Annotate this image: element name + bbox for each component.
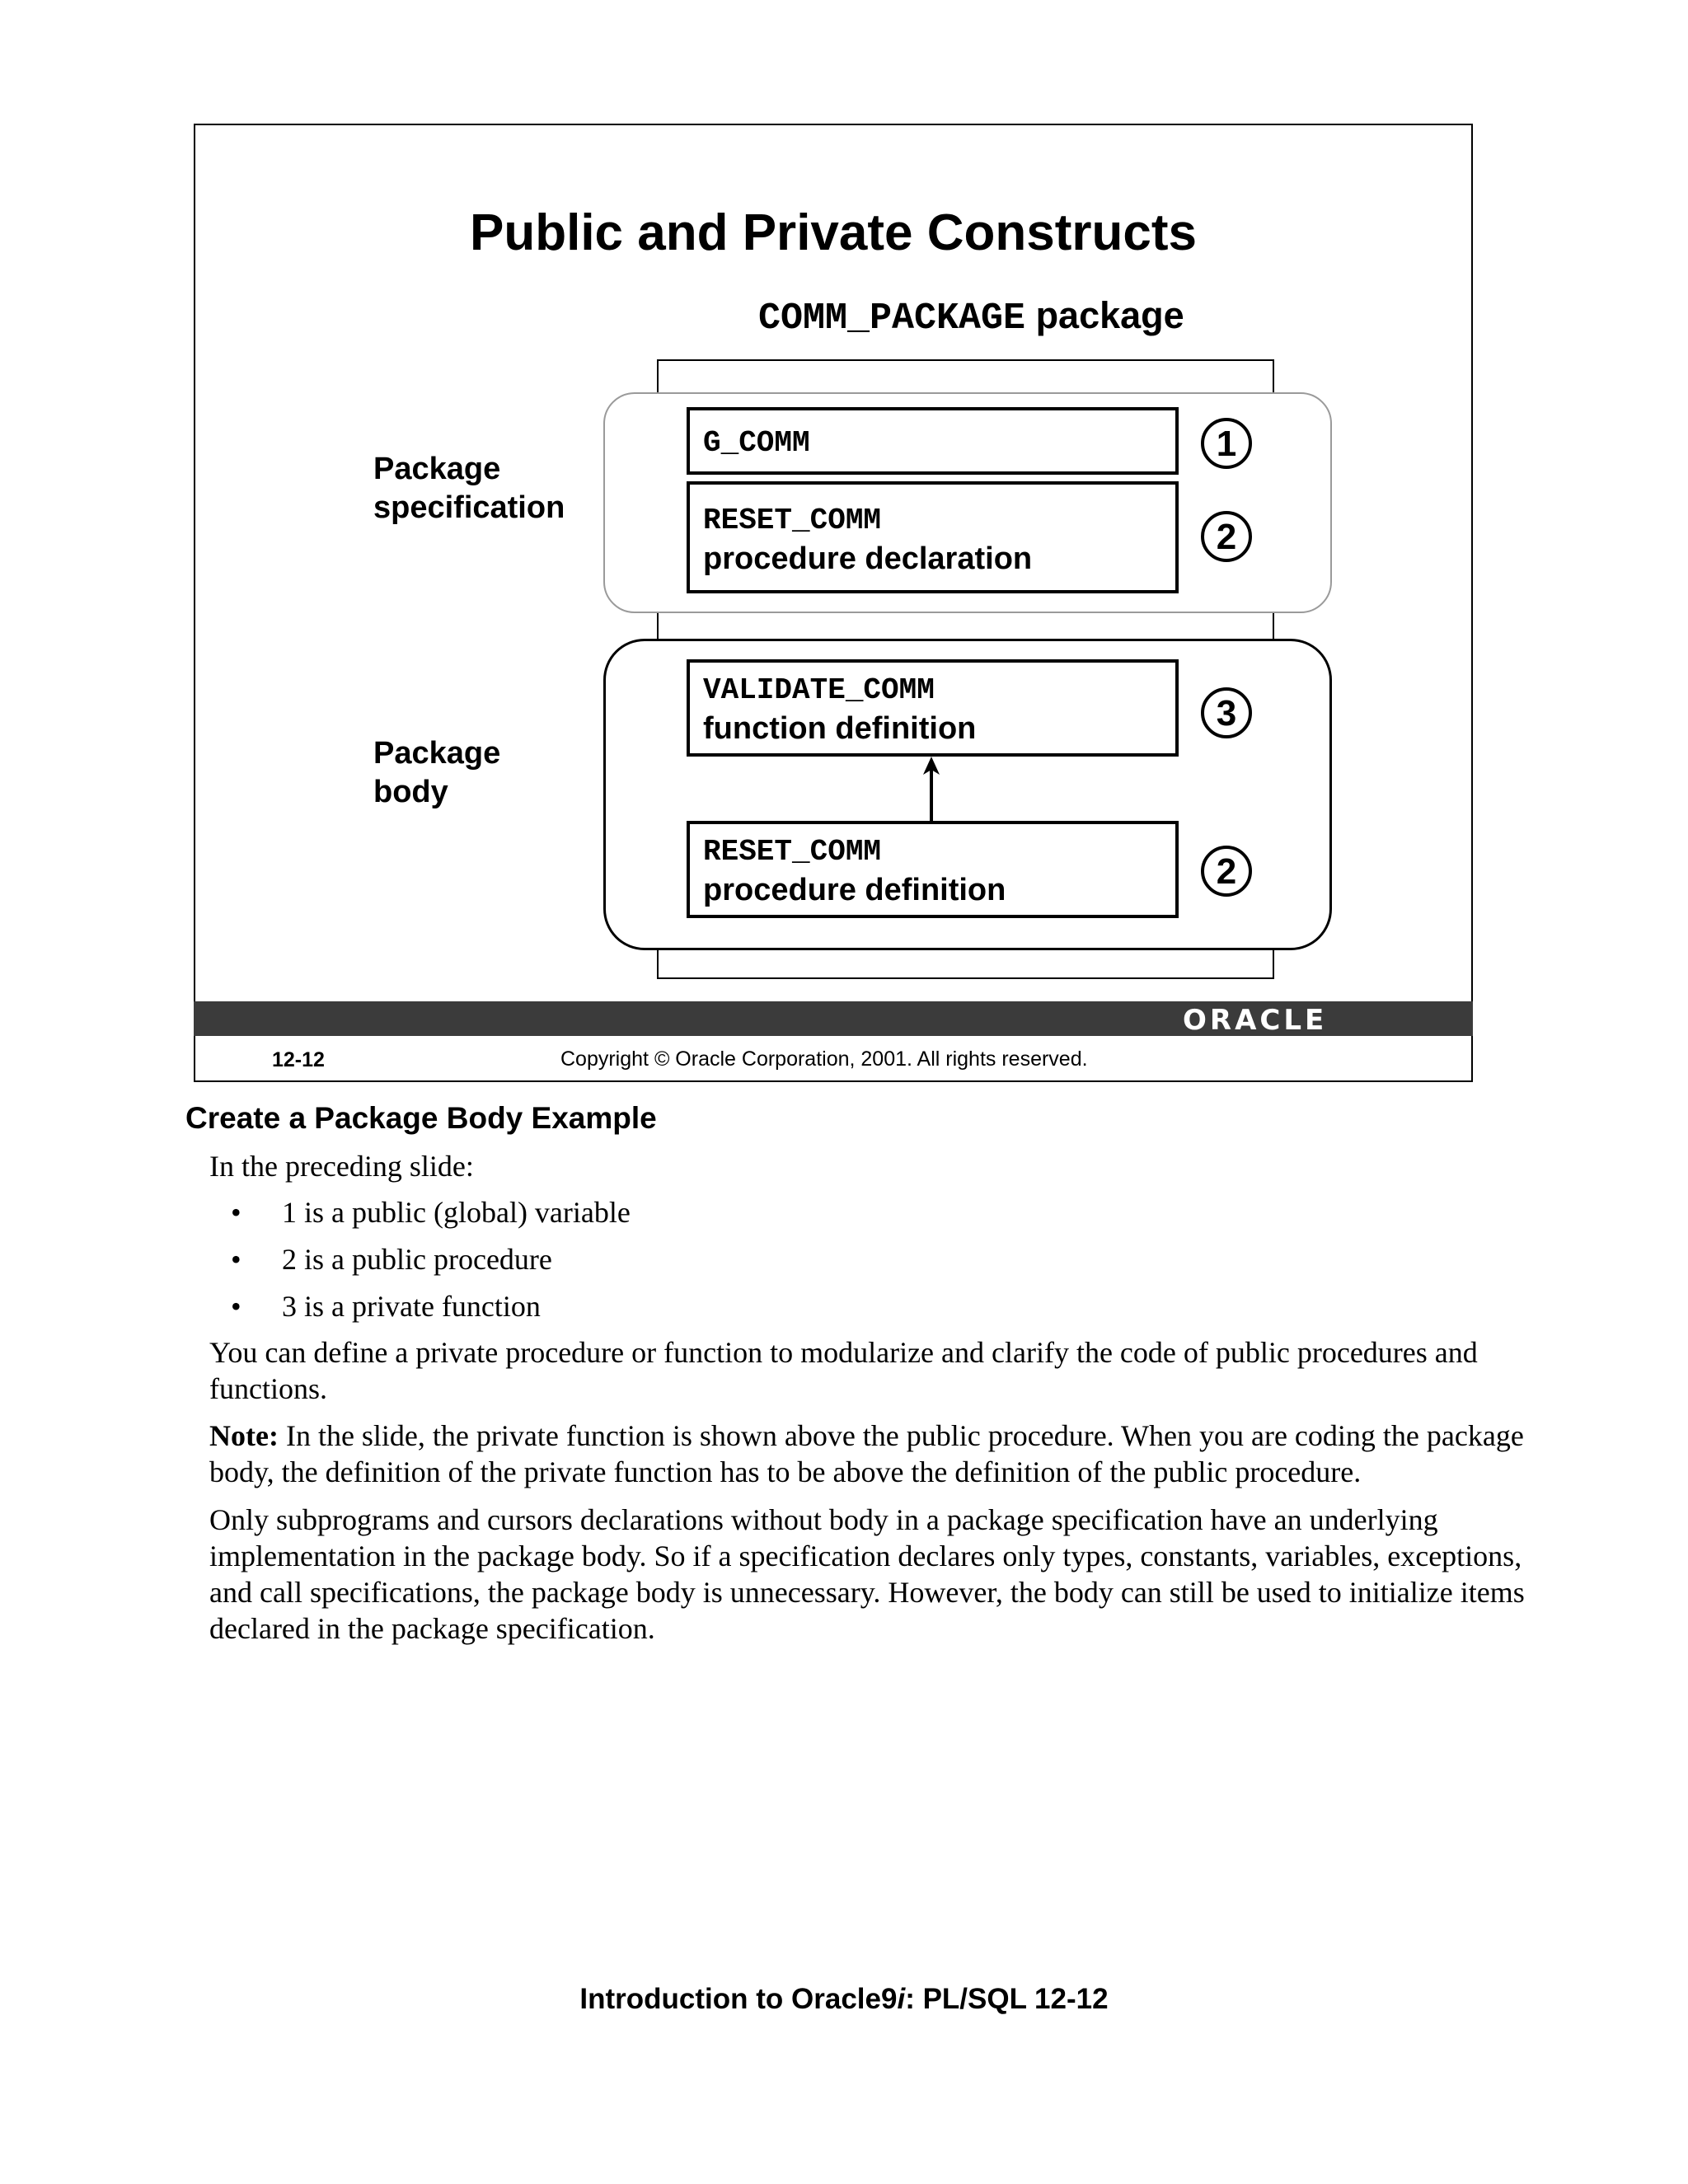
paragraph-package-body: Only subprograms and cursors declarations without body in a package specification have an underlying implementation in the package body. So if a specification declares only types, constants, variables, exceptions, and call specifications, the package body is unnecessary. However, the body can still be used to initialize items declared in the package specification. xyxy=(209,1503,1525,1645)
bullet-marker: • xyxy=(231,1196,241,1229)
number-3-badge: 3 xyxy=(1201,687,1252,738)
validate-comm-desc: function definition xyxy=(703,711,977,746)
section-heading: Create a Package Body Example xyxy=(185,1101,657,1135)
g-comm-code: G_COMM xyxy=(703,426,810,460)
oracle-logo: ORACLE xyxy=(1183,1004,1328,1037)
reset-comm-declaration-code: RESET_COMM xyxy=(703,504,882,537)
reset-comm-definition-desc: procedure definition xyxy=(703,873,1006,907)
intro-text: In the preceding slide: xyxy=(209,1150,474,1183)
list-item xyxy=(231,1241,552,1277)
bullet-marker: • xyxy=(231,1243,241,1276)
reset-comm-definition-box xyxy=(687,821,1179,918)
list-item-text: 2 is a public procedure xyxy=(282,1243,552,1276)
bullet-marker: • xyxy=(231,1290,241,1323)
package-body-label-line2: body xyxy=(373,775,448,809)
package-spec-label xyxy=(373,450,565,527)
list-item-text: 1 is a public (global) variable xyxy=(282,1196,631,1229)
slide-title: Public and Private Constructs xyxy=(470,204,1197,261)
note-label: Note: xyxy=(209,1419,279,1452)
package-body-label-line1: Package xyxy=(373,736,501,771)
validate-comm-code: VALIDATE_COMM xyxy=(703,673,935,707)
footer-suffix: : PL/SQL 12-12 xyxy=(905,1983,1109,2015)
slide-number: 12-12 xyxy=(272,1048,325,1071)
slide-copyright: Copyright © Oracle Corporation, 2001. All rights reserved. xyxy=(560,1047,1088,1071)
package-name-suffix: package xyxy=(1025,294,1184,336)
reset-comm-definition-code: RESET_COMM xyxy=(703,835,882,869)
number-2-body-badge: 2 xyxy=(1201,846,1252,897)
paragraph-note xyxy=(209,1418,1528,1490)
call-arrow-icon xyxy=(907,757,956,823)
g-comm-box xyxy=(687,407,1179,475)
list-item-text: 3 is a private function xyxy=(282,1290,541,1323)
package-spec-label-line1: Package xyxy=(373,452,501,486)
package-spec-label-line2: specification xyxy=(373,490,565,525)
reset-comm-declaration-desc: procedure declaration xyxy=(703,541,1033,576)
package-name-code: COMM_PACKAGE xyxy=(758,298,1026,340)
list-item xyxy=(231,1194,631,1230)
validate-comm-box xyxy=(687,659,1179,757)
footer-italic: i xyxy=(897,1983,906,2015)
page-footer xyxy=(0,1983,1688,2016)
paragraph-private-procedures: You can define a private procedure or function to modularize and clarify the code of public procedures and functions. xyxy=(209,1336,1478,1405)
note-text: In the slide, the private function is shown above the public procedure. When you are coding the package body, the definition of the private function has to be above the definition of the public procedure. xyxy=(209,1419,1524,1488)
number-2-badge: 2 xyxy=(1201,511,1252,562)
number-1-badge: 1 xyxy=(1201,418,1252,469)
footer-prefix: Introduction to Oracle9 xyxy=(579,1983,898,2015)
list-item xyxy=(231,1288,541,1324)
package-body-label xyxy=(373,734,500,812)
package-title xyxy=(758,294,1184,340)
reset-comm-declaration-box xyxy=(687,481,1179,593)
